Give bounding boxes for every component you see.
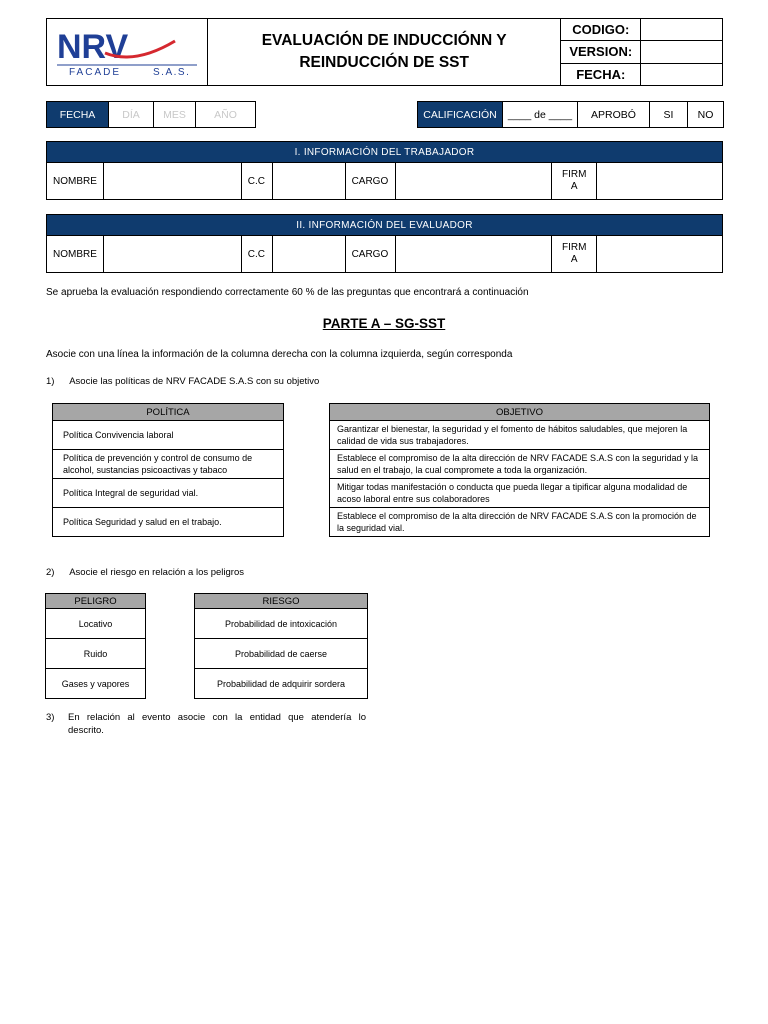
riesgo-header: RIESGO: [195, 594, 368, 609]
trabajador-section: [46, 141, 723, 200]
objetivo-item[interactable]: Establece el compromiso de la alta dirección de NRV FACADE S.A.S con la promoción de la seguridad vial.: [330, 508, 710, 537]
aprobo-no[interactable]: NO: [688, 102, 724, 128]
riesgo-table: [194, 593, 368, 699]
objetivo-table: [329, 403, 710, 537]
politica-item[interactable]: Política Seguridad y salud en el trabajo.: [53, 508, 284, 537]
evaluador-firma-field[interactable]: [597, 236, 723, 273]
firma-text-2: A: [570, 181, 578, 192]
question-text: Asocie el riesgo en relación a los peligros: [69, 567, 245, 578]
politica-item[interactable]: Política Integral de seguridad vial.: [53, 479, 284, 508]
question-number: 2): [46, 567, 55, 578]
question-3: [46, 711, 366, 737]
evaluador-section: [46, 214, 723, 273]
document-header: [46, 18, 723, 86]
evaluador-cargo-label: CARGO: [345, 236, 395, 273]
calificacion-label: CALIFICACIÓN: [418, 102, 503, 128]
version-label: VERSION:: [561, 41, 641, 63]
trabajador-cargo-field[interactable]: [395, 163, 552, 200]
instruccion-text: Asocie con una línea la información de la columna derecha con la columna izquierda, según corresponda: [46, 349, 513, 360]
evaluador-nombre-field[interactable]: [103, 236, 241, 273]
trabajador-title: I. INFORMACIÓN DEL TRABAJADOR: [47, 142, 723, 163]
document-title: [208, 19, 561, 86]
mes-field[interactable]: MES: [154, 102, 196, 128]
question-text: Asocie las políticas de NRV FACADE S.A.S con su objetivo: [69, 376, 320, 387]
evaluador-nombre-label: NOMBRE: [47, 236, 104, 273]
question-number: 1): [46, 376, 55, 387]
question-text-line-1: En relación al evento asocie con la entidad que atendería lo: [68, 712, 366, 723]
firma-text-1: FIRM: [561, 242, 587, 253]
company-logo: [47, 19, 207, 85]
logo-sub-left: FACADE: [69, 67, 122, 78]
fecha-label: FECHA: [47, 102, 109, 128]
politica-item[interactable]: Política de prevención y control de consumo de alcohol, sustancias psicoactivas y tabaco: [53, 450, 284, 479]
parte-title: PARTE A – SG-SST: [322, 316, 446, 331]
question-1: [46, 376, 319, 387]
objetivo-item[interactable]: Mitigar todas manifestación o conducta que pueda llegar a tipificar alguna modalidad de acoso laboral entre sus colaboradores: [330, 479, 710, 508]
trabajador-nombre-label: NOMBRE: [47, 163, 104, 200]
calificacion-score[interactable]: ____ de ____: [503, 102, 578, 128]
objetivo-header: OBJETIVO: [330, 404, 710, 421]
logo-sub-right: S.A.S.: [153, 67, 191, 78]
politica-header: POLÍTICA: [53, 404, 284, 421]
anio-field[interactable]: AÑO: [196, 102, 256, 128]
politica-item[interactable]: Política Convivencia laboral: [53, 421, 284, 450]
dia-field[interactable]: DÍA: [109, 102, 154, 128]
logo-cell: [47, 19, 208, 86]
riesgo-item[interactable]: Probabilidad de caerse: [195, 639, 368, 669]
evaluador-cargo-field[interactable]: [395, 236, 552, 273]
firma-text-1: FIRM: [561, 169, 587, 180]
riesgo-item[interactable]: Probabilidad de intoxicación: [195, 609, 368, 639]
trabajador-firma-label: [552, 163, 597, 200]
objetivo-item[interactable]: Establece el compromiso de la alta dirección de NRV FACADE S.A.S con la seguridad y la salud en el trabajo, la cual compromete a toda la organización.: [330, 450, 710, 479]
codigo-label: CODIGO:: [561, 19, 641, 41]
firma-text-2: A: [570, 254, 578, 265]
trabajador-cc-label: C.C: [241, 163, 272, 200]
aprobacion-text: Se aprueba la evaluación respondiendo correctamente 60 % de las preguntas que encontrará a continuación: [46, 287, 529, 298]
question-number: 3): [46, 712, 55, 723]
politica-table: [52, 403, 284, 537]
peligro-table: [45, 593, 146, 699]
trabajador-cc-field[interactable]: [272, 163, 345, 200]
evaluador-cc-label: C.C: [241, 236, 272, 273]
codigo-value[interactable]: [641, 19, 723, 41]
nrv-logo-icon: [47, 19, 207, 85]
peligro-item[interactable]: Gases y vapores: [46, 669, 146, 699]
trabajador-firma-field[interactable]: [597, 163, 723, 200]
question-text-line-2: descrito.: [68, 725, 104, 736]
trabajador-cargo-label: CARGO: [345, 163, 395, 200]
fecha-bar: [46, 101, 256, 128]
fecha-header-label: FECHA:: [561, 63, 641, 85]
question-2: [46, 567, 244, 578]
peligro-item[interactable]: Ruido: [46, 639, 146, 669]
evaluador-title: II. INFORMACIÓN DEL EVALUADOR: [47, 215, 723, 236]
aprobo-label: APROBÓ: [578, 102, 650, 128]
fecha-header-value[interactable]: [641, 63, 723, 85]
evaluador-cc-field[interactable]: [272, 236, 345, 273]
trabajador-nombre-field[interactable]: [103, 163, 241, 200]
version-value[interactable]: [641, 41, 723, 63]
calificacion-bar: [417, 101, 724, 128]
objetivo-item[interactable]: Garantizar el bienestar, la seguridad y el fomento de hábitos saludables, que mejoren la calidad de vida sus trabajadores.: [330, 421, 710, 450]
peligro-header: PELIGRO: [46, 594, 146, 609]
evaluador-firma-label: [552, 236, 597, 273]
title-line-2: REINDUCCIÓN DE SST: [299, 54, 469, 71]
logo-text: NRV: [57, 28, 129, 66]
riesgo-item[interactable]: Probabilidad de adquirir sordera: [195, 669, 368, 699]
title-line-1: EVALUACIÓN DE INDUCCIÓNN Y: [261, 32, 507, 49]
aprobo-si[interactable]: SI: [650, 102, 688, 128]
peligro-item[interactable]: Locativo: [46, 609, 146, 639]
